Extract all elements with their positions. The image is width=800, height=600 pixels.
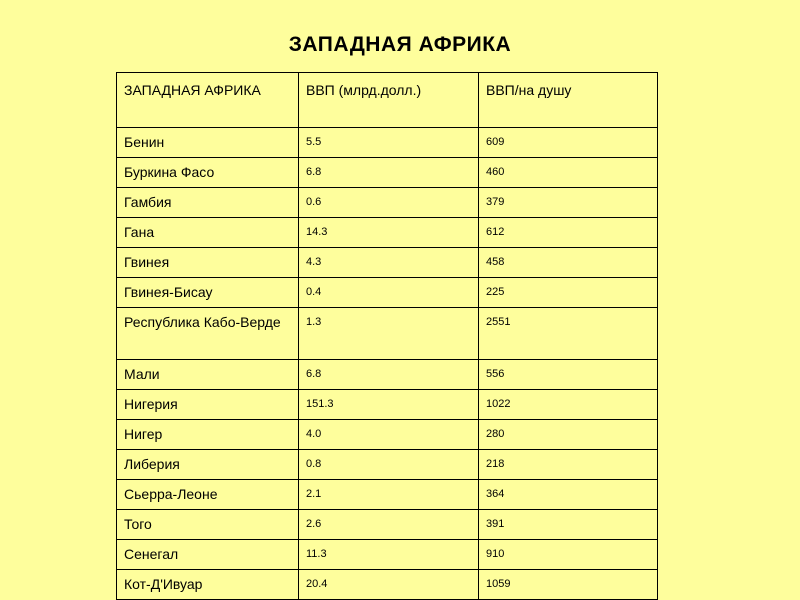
table-header-row bbox=[117, 73, 658, 128]
gdp-cell: 2.1 bbox=[299, 480, 479, 510]
gdp-cell: 4.0 bbox=[299, 420, 479, 450]
gdp-cell: 6.8 bbox=[299, 360, 479, 390]
gdp-cell: 4.3 bbox=[299, 248, 479, 278]
gdp-cell: 0.4 bbox=[299, 278, 479, 308]
table-row bbox=[117, 218, 658, 248]
gdp-cell: 2.6 bbox=[299, 510, 479, 540]
table-row bbox=[117, 158, 658, 188]
table-row bbox=[117, 248, 658, 278]
gdp-cell: 0.6 bbox=[299, 188, 479, 218]
gdp-cell: 1.3 bbox=[299, 308, 479, 360]
gdp-per-capita-cell: 2551 bbox=[479, 308, 658, 360]
country-cell: Сьерра-Леоне bbox=[117, 480, 299, 510]
gdp-cell: 20.4 bbox=[299, 570, 479, 600]
gdp-per-capita-cell: 460 bbox=[479, 158, 658, 188]
gdp-cell: 151.3 bbox=[299, 390, 479, 420]
gdp-per-capita-cell: 612 bbox=[479, 218, 658, 248]
gdp-per-capita-cell: 1059 bbox=[479, 570, 658, 600]
table-row bbox=[117, 188, 658, 218]
country-cell: Либерия bbox=[117, 450, 299, 480]
table-row bbox=[117, 420, 658, 450]
table-row bbox=[117, 278, 658, 308]
gdp-per-capita-cell: 609 bbox=[479, 128, 658, 158]
country-cell: Гвинея-Бисау bbox=[117, 278, 299, 308]
country-cell: Нигер bbox=[117, 420, 299, 450]
column-header-region: ЗАПАДНАЯ АФРИКА bbox=[117, 73, 299, 128]
table-row bbox=[117, 308, 658, 360]
table-row bbox=[117, 570, 658, 600]
country-cell: Кот-Д'Ивуар bbox=[117, 570, 299, 600]
table-row bbox=[117, 540, 658, 570]
gdp-cell: 6.8 bbox=[299, 158, 479, 188]
gdp-per-capita-cell: 225 bbox=[479, 278, 658, 308]
page-title: ЗАПАДНАЯ АФРИКА bbox=[288, 33, 512, 56]
gdp-per-capita-cell: 458 bbox=[479, 248, 658, 278]
table-row bbox=[117, 510, 658, 540]
table-row bbox=[117, 128, 658, 158]
gdp-cell: 14.3 bbox=[299, 218, 479, 248]
country-cell: Буркина Фасо bbox=[117, 158, 299, 188]
gdp-per-capita-cell: 218 bbox=[479, 450, 658, 480]
gdp-per-capita-cell: 556 bbox=[479, 360, 658, 390]
table-row bbox=[117, 450, 658, 480]
gdp-per-capita-cell: 910 bbox=[479, 540, 658, 570]
gdp-cell: 5.5 bbox=[299, 128, 479, 158]
column-header-gdp: ВВП (млрд.долл.) bbox=[299, 73, 479, 128]
gdp-per-capita-cell: 391 bbox=[479, 510, 658, 540]
gdp-table bbox=[116, 72, 658, 600]
gdp-cell: 11.3 bbox=[299, 540, 479, 570]
country-cell: Гвинея bbox=[117, 248, 299, 278]
country-cell: Нигерия bbox=[117, 390, 299, 420]
country-cell: Бенин bbox=[117, 128, 299, 158]
country-cell: Сенегал bbox=[117, 540, 299, 570]
country-cell: Гана bbox=[117, 218, 299, 248]
table-row bbox=[117, 360, 658, 390]
table-row bbox=[117, 390, 658, 420]
gdp-per-capita-cell: 364 bbox=[479, 480, 658, 510]
gdp-cell: 0.8 bbox=[299, 450, 479, 480]
gdp-per-capita-cell: 280 bbox=[479, 420, 658, 450]
country-cell: Мали bbox=[117, 360, 299, 390]
country-cell: Гамбия bbox=[117, 188, 299, 218]
column-header-gdp-per-capita: ВВП/на душу bbox=[479, 73, 658, 128]
country-cell: Республика Кабо-Верде bbox=[117, 308, 299, 360]
table-row bbox=[117, 480, 658, 510]
gdp-per-capita-cell: 379 bbox=[479, 188, 658, 218]
gdp-per-capita-cell: 1022 bbox=[479, 390, 658, 420]
country-cell: Того bbox=[117, 510, 299, 540]
